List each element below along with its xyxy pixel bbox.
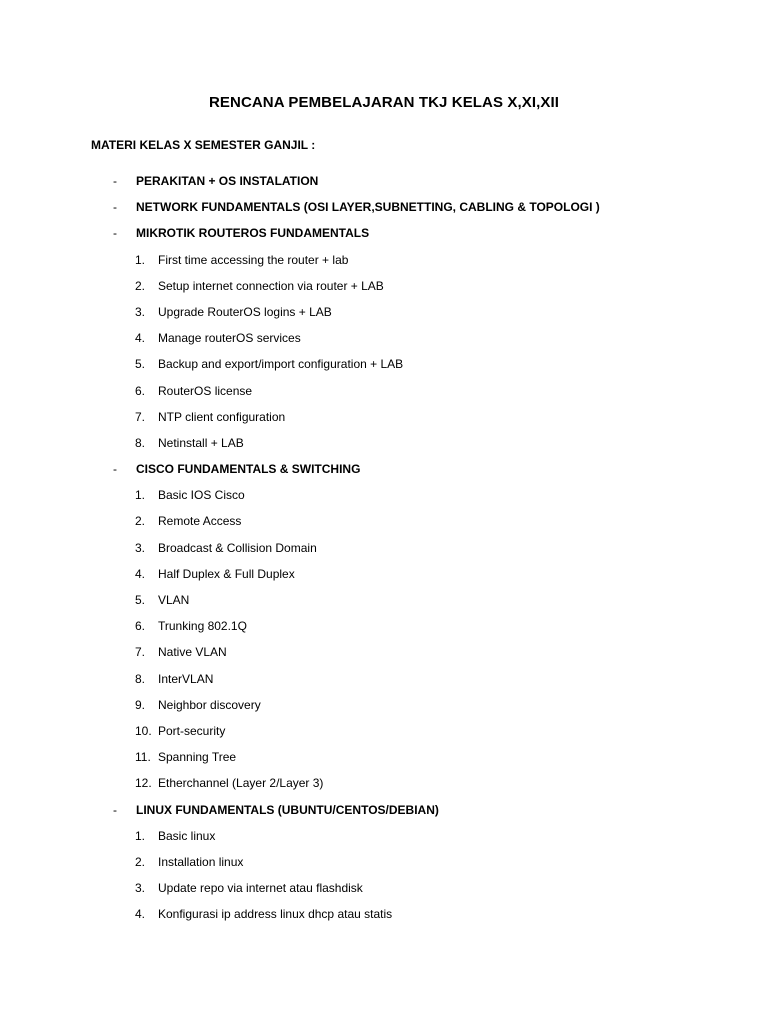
- list-item-number: 4.: [135, 566, 146, 581]
- list-item: [0, 251, 768, 277]
- list-item-number: 7.: [135, 409, 146, 424]
- list-item: [0, 565, 768, 591]
- list-item-number: 6.: [135, 619, 146, 634]
- list-item: [0, 696, 768, 722]
- section-heading: [0, 460, 768, 486]
- list-item-number: 1.: [135, 252, 146, 267]
- list-item-number: 5.: [135, 593, 146, 607]
- list-item-number: 3.: [135, 304, 146, 319]
- list-item-number: 1.: [135, 488, 146, 503]
- list-item-number: 1.: [135, 828, 146, 843]
- list-item-text: Backup and export/import configuration + LAB: [158, 357, 404, 372]
- list-item-text: Remote Access: [158, 514, 242, 529]
- list-item: [0, 329, 768, 355]
- list-item-text: Port-security: [158, 723, 226, 738]
- list-item-text: Basic linux: [158, 828, 216, 843]
- bullet-dash: -: [113, 226, 117, 241]
- section-label: NETWORK FUNDAMENTALS (OSI LAYER,SUBNETTING, CABLING & TOPOLOGI ): [136, 200, 600, 215]
- list-item-number: 8.: [135, 671, 146, 686]
- list-item: [0, 905, 768, 931]
- list-item: [0, 277, 768, 303]
- page-title: RENCANA PEMBELAJARAN TKJ KELAS X,XI,XII: [208, 94, 560, 111]
- bullet-dash: -: [113, 802, 117, 817]
- list-item-number: 5.: [135, 357, 146, 372]
- list-item-text: Update repo via internet atau flashdisk: [158, 881, 363, 896]
- list-item-text: Installation linux: [158, 854, 244, 869]
- list-item-text: Half Duplex & Full Duplex: [158, 566, 295, 581]
- list-item-text: NTP client configuration: [158, 409, 286, 424]
- bullet-dash: -: [113, 462, 117, 477]
- list-item-number: 6.: [135, 383, 146, 398]
- list-item-number: 4.: [135, 331, 146, 346]
- list-item-number: 10.: [135, 723, 152, 738]
- list-item: [0, 303, 768, 329]
- list-item: [0, 827, 768, 853]
- list-item: [0, 643, 768, 669]
- list-item: [0, 722, 768, 748]
- list-item-text: Basic IOS Cisco: [158, 488, 245, 503]
- list-item-number: 8.: [135, 435, 146, 450]
- list-item: [0, 748, 768, 774]
- list-item: [0, 434, 768, 460]
- list-item-text: Native VLAN: [158, 645, 227, 660]
- list-item-text: VLAN: [158, 593, 190, 607]
- list-item-number: 2.: [135, 854, 146, 869]
- list-item-text: Trunking 802.1Q: [158, 619, 247, 634]
- list-item-text: Neighbor discovery: [158, 697, 261, 712]
- section-label: PERAKITAN + OS INSTALATION: [136, 174, 319, 188]
- list-item: [0, 382, 768, 408]
- section-heading: [0, 198, 768, 224]
- list-item-text: Spanning Tree: [158, 750, 237, 765]
- section-heading: [0, 172, 768, 198]
- list-item-number: 2.: [135, 278, 146, 293]
- list-item-number: 2.: [135, 514, 146, 529]
- list-item-number: 3.: [135, 540, 146, 555]
- list-item-text: RouterOS license: [158, 383, 253, 398]
- section-heading: [0, 801, 768, 827]
- list-item: [0, 539, 768, 565]
- bullet-dash: -: [113, 200, 117, 215]
- list-item-number: 3.: [135, 881, 146, 896]
- list-item-number: 9.: [135, 697, 146, 712]
- list-item-text: Etherchannel (Layer 2/Layer 3): [158, 776, 324, 791]
- list-item-text: First time accessing the router + lab: [158, 252, 349, 267]
- list-item: [0, 774, 768, 800]
- section-subtitle: MATERI KELAS X SEMESTER GANJIL :: [91, 138, 316, 152]
- list-item: [0, 486, 768, 512]
- list-item-text: Konfigurasi ip address linux dhcp atau statis: [158, 907, 393, 922]
- section-heading: [0, 224, 768, 250]
- list-item: [0, 591, 768, 617]
- list-item: [0, 617, 768, 643]
- list-item-text: Broadcast & Collision Domain: [158, 540, 317, 555]
- list-item-number: 4.: [135, 907, 146, 922]
- list-item-text: Manage routerOS services: [158, 331, 301, 346]
- topic-list: [0, 172, 768, 931]
- list-item-number: 11.: [135, 750, 151, 765]
- list-item-number: 12.: [135, 776, 152, 791]
- list-item-text: InterVLAN: [158, 671, 214, 686]
- list-item: [0, 879, 768, 905]
- section-label: MIKROTIK ROUTEROS FUNDAMENTALS: [136, 226, 370, 241]
- list-item-text: Netinstall + LAB: [158, 435, 244, 450]
- list-item: [0, 853, 768, 879]
- list-item-number: 7.: [135, 645, 146, 660]
- list-item-text: Upgrade RouterOS logins + LAB: [158, 304, 332, 319]
- bullet-dash: -: [113, 174, 117, 188]
- list-item: [0, 512, 768, 538]
- list-item-text: Setup internet connection via router + LAB: [158, 278, 384, 293]
- list-item: [0, 355, 768, 381]
- section-label: CISCO FUNDAMENTALS & SWITCHING: [136, 462, 361, 477]
- list-item: [0, 408, 768, 434]
- list-item: [0, 670, 768, 696]
- section-label: LINUX FUNDAMENTALS (UBUNTU/CENTOS/DEBIAN): [136, 802, 439, 817]
